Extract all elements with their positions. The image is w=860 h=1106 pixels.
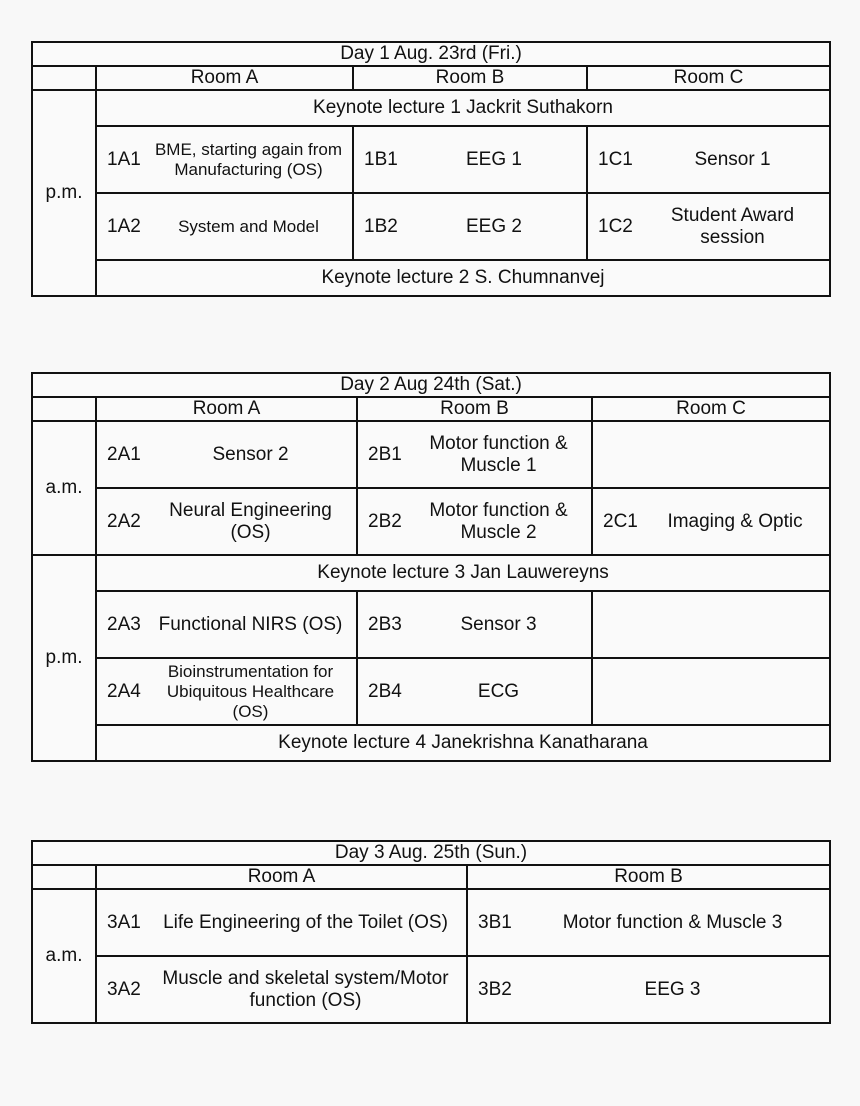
session-cell xyxy=(467,956,830,1023)
session-code: 3B2 xyxy=(478,978,512,1000)
session-code: 2A2 xyxy=(107,510,141,532)
session-cell xyxy=(357,658,592,725)
room-header: Room C xyxy=(592,397,830,421)
session-code: 3A2 xyxy=(107,978,141,1000)
session-name: Functional NIRS (OS) xyxy=(158,613,343,635)
corner-cell xyxy=(32,397,96,421)
corner-cell xyxy=(32,66,96,90)
session-code: 2B4 xyxy=(368,680,402,702)
session-name: BME, starting again from Manufacturing (OS) xyxy=(154,139,343,179)
period-label: p.m. xyxy=(32,555,96,761)
session-name: EEG 3 xyxy=(644,978,701,1000)
session-cell xyxy=(96,193,353,260)
empty-session-cell xyxy=(592,591,830,658)
session-name: Motor function & Muscle 1 xyxy=(429,432,568,476)
room-header: Room B xyxy=(357,397,592,421)
period-label: p.m. xyxy=(32,90,96,296)
session-code: 1C2 xyxy=(598,215,633,237)
session-name: Life Engineering of the Toilet (OS) xyxy=(163,911,448,933)
keynote-cell: Keynote lecture 1 Jackrit Suthakorn xyxy=(96,90,830,126)
day-title: Day 3 Aug. 25th (Sun.) xyxy=(32,841,830,865)
session-cell xyxy=(353,193,587,260)
session-cell xyxy=(587,193,830,260)
day2-schedule-table xyxy=(31,372,831,762)
keynote-cell: Keynote lecture 3 Jan Lauwereyns xyxy=(96,555,830,591)
keynote-cell: Keynote lecture 4 Janekrishna Kanatharana xyxy=(96,725,830,761)
room-header: Room B xyxy=(353,66,587,90)
session-name: EEG 2 xyxy=(466,215,522,237)
session-code: 1A1 xyxy=(107,148,141,170)
session-cell xyxy=(467,889,830,956)
session-cell xyxy=(592,488,830,555)
period-label: a.m. xyxy=(32,889,96,1023)
session-code: 2B1 xyxy=(368,443,402,465)
session-name: Imaging & Optic xyxy=(667,510,803,532)
session-name: Bioinstrumentation for Ubiquitous Healthcare (OS) xyxy=(166,661,335,721)
session-cell xyxy=(587,126,830,193)
keynote-cell: Keynote lecture 2 S. Chumnanvej xyxy=(96,260,830,296)
session-name: Sensor 3 xyxy=(460,613,537,635)
session-cell xyxy=(96,126,353,193)
session-code: 3A1 xyxy=(107,911,141,933)
session-cell xyxy=(96,889,467,956)
session-cell xyxy=(357,591,592,658)
session-code: 1B2 xyxy=(364,215,398,237)
session-name: ECG xyxy=(477,680,520,702)
day3-schedule-table xyxy=(31,840,831,1024)
session-code: 1C1 xyxy=(598,148,633,170)
session-name: Neural Engineering (OS) xyxy=(169,499,332,543)
room-header: Room B xyxy=(467,865,830,889)
session-name: Sensor 2 xyxy=(212,443,289,465)
session-name: Motor function & Muscle 3 xyxy=(562,911,783,933)
session-name: EEG 1 xyxy=(466,148,522,170)
session-cell xyxy=(357,488,592,555)
session-name: Muscle and skeletal system/Motor function (OS) xyxy=(162,967,449,1011)
session-cell xyxy=(96,658,357,725)
session-code: 2C1 xyxy=(603,510,638,532)
session-name: Student Award session xyxy=(670,204,795,248)
empty-session-cell xyxy=(592,421,830,488)
session-code: 2A3 xyxy=(107,613,141,635)
period-label: a.m. xyxy=(32,421,96,555)
session-name: Motor function & Muscle 2 xyxy=(429,499,568,543)
room-header: Room A xyxy=(96,66,353,90)
room-header: Room A xyxy=(96,865,467,889)
session-code: 1A2 xyxy=(107,215,141,237)
empty-session-cell xyxy=(592,658,830,725)
day-title: Day 1 Aug. 23rd (Fri.) xyxy=(32,42,830,66)
room-header: Room A xyxy=(96,397,357,421)
day-title: Day 2 Aug 24th (Sat.) xyxy=(32,373,830,397)
session-cell xyxy=(353,126,587,193)
session-cell xyxy=(96,488,357,555)
session-cell xyxy=(96,421,357,488)
session-code: 2B2 xyxy=(368,510,402,532)
session-code: 2B3 xyxy=(368,613,402,635)
session-code: 3B1 xyxy=(478,911,512,933)
session-name: Sensor 1 xyxy=(694,148,771,170)
session-code: 2A1 xyxy=(107,443,141,465)
session-cell xyxy=(357,421,592,488)
corner-cell xyxy=(32,865,96,889)
room-header: Room C xyxy=(587,66,830,90)
day1-schedule-table xyxy=(31,41,831,297)
session-name: System and Model xyxy=(178,216,319,236)
session-code: 2A4 xyxy=(107,680,141,702)
session-code: 1B1 xyxy=(364,148,398,170)
session-cell xyxy=(96,591,357,658)
session-cell xyxy=(96,956,467,1023)
